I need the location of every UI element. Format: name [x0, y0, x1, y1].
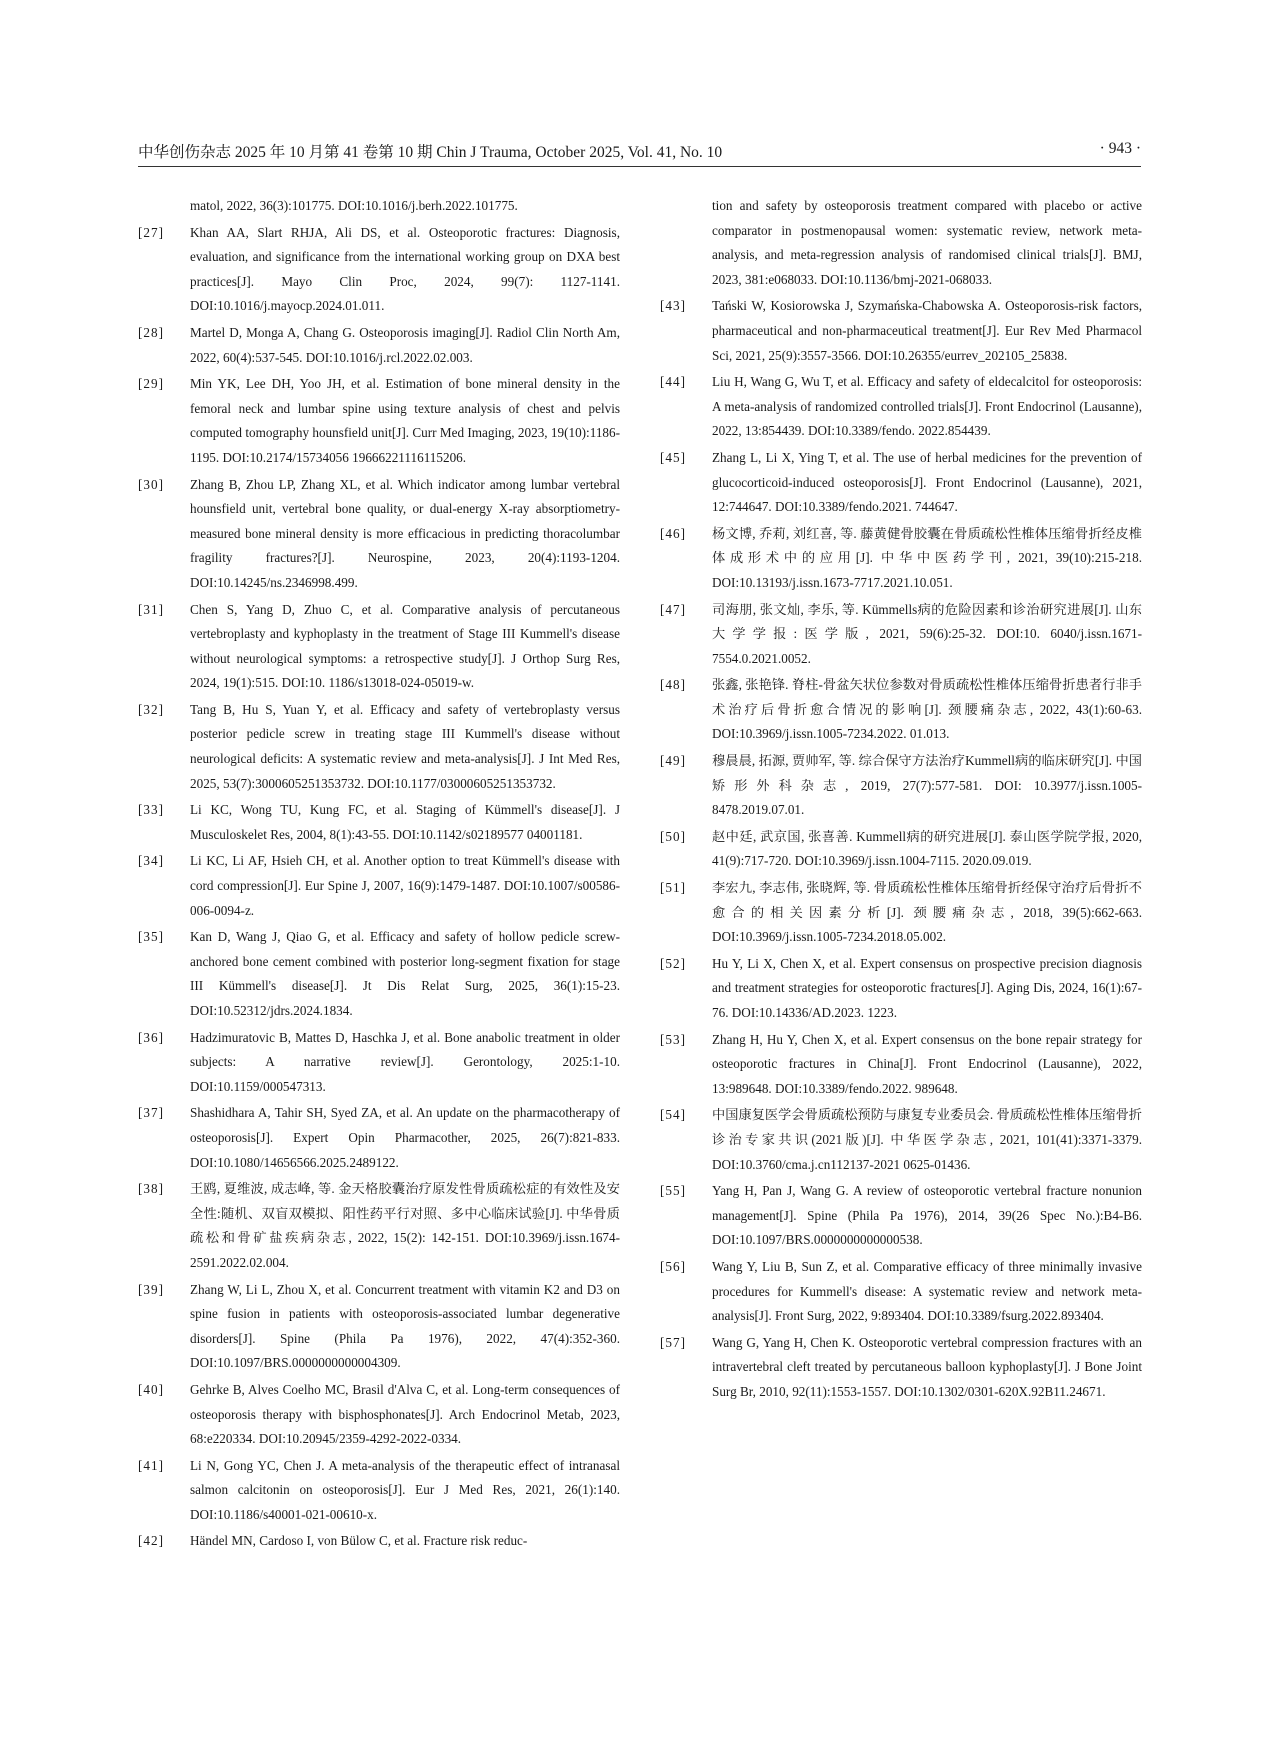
reference-text: 司海朋, 张文灿, 李乐, 等. Kümmells病的危险因素和诊治研究进展[J]. 山东大学学报:医学版, 2021, 59(6):25-32. DOI:10. 6040/j.issn.1671-7554.0.2021.0052.: [712, 601, 1142, 666]
reference-text: Martel D, Monga A, Chang G. Osteoporosis imaging[J]. Radiol Clin North Am, 2022, 60(4):537-545. DOI:10.1016/j.rcl.2022.02.003.: [190, 324, 620, 365]
reference-text: Zhang W, Li L, Zhou X, et al. Concurrent treatment with vitamin K2 and D3 on spine fusion in patients with osteoporosis-associated lumbar degenerative disorders[J]. Spine (Phila Pa 1976), 2022, 47(4):352-360. DOI:10.1097/BRS.0000000000004309.: [190, 1281, 620, 1371]
reference-text: 张鑫, 张艳锋. 脊柱-骨盆矢状位参数对骨质疏松性椎体压缩骨折患者行非手术治疗后骨折愈合情况的影响[J]. 颈腰痛杂志, 2022, 43(1):60-63. DOI:10.3969/j.issn.1005-7234.2022. 01.013.: [712, 677, 1142, 742]
reference-number: [35]: [138, 929, 164, 945]
reference-item: [660, 294, 1142, 368]
reference-text: Yang H, Pan J, Wang G. A review of osteoporotic vertebral fracture nonunion management[J]. Spine (Phila Pa 1976), 2014, 39(26 Spec No.):B4-B6. DOI:10.1097/BRS.0000000000000538.: [712, 1183, 1142, 1248]
reference-number: [41]: [138, 1457, 164, 1473]
reference-text: 穆晨晨, 拓源, 贾帅军, 等. 综合保守方法治疗Kummell病的临床研究[J]. 中国矫形外科杂志, 2019, 27(7):577-581. DOI: 10.3977/j.issn.1005-8478.2019.07.01.: [712, 753, 1142, 818]
reference-text: Li N, Gong YC, Chen J. A meta-analysis of the therapeutic effect of intranasal salmon calcitonin on osteoporosis[J]. Eur J Med Res, 2021, 26(1):140. DOI:10.1186/s40001-021-00610-x.: [190, 1457, 620, 1522]
reference-text: 王鸥, 夏维波, 成志峰, 等. 金天格胶囊治疗原发性骨质疏松症的有效性及安全性:随机、双盲双模拟、阳性药平行对照、多中心临床试验[J]. 中华骨质疏松和骨矿盐疾病杂志, 2022, 15(2): 142-151. DOI:10.3969/j.issn.1674-2591.2022.02.004.: [190, 1181, 620, 1270]
reference-text: Wang Y, Liu B, Sun Z, et al. Comparative efficacy of three minimally invasive procedures for Kummell's disease: A systematic review and network meta-analysis[J]. Front Surg, 2022, 9:893404. DOI:10.3389/fsurg.2022.893404.: [712, 1258, 1142, 1324]
reference-number: [55]: [660, 1183, 686, 1199]
reference-item: [660, 1179, 1142, 1253]
reference-number: [28]: [138, 324, 164, 340]
reference-item: [660, 370, 1142, 444]
reference-item: [138, 1026, 620, 1100]
reference-text: Zhang H, Hu Y, Chen X, et al. Expert consensus on the bone repair strategy for osteoporotic fractures in China[J]. Front Endocrinol (Lausanne), 2022, 13:989648. DOI:10.3389/fendo.2022. 989648.: [712, 1031, 1142, 1096]
reference-text: Li KC, Wong TU, Kung FC, et al. Staging of Kümmell's disease[J]. J Musculoskelet Res, 2004, 8(1):43-55. DOI:10.1142/s02189577 04001181.: [190, 802, 620, 842]
reference-text: Wang G, Yang H, Chen K. Osteoporotic vertebral compression fractures with an intravertebral cleft treated by percutaneous balloon kyphoplasty[J]. J Bone Joint Surg Br, 2010, 92(11):1553-1557. DOI:10.1302/0301-620X.92B11.24671.: [712, 1334, 1142, 1399]
reference-item: [660, 446, 1142, 520]
reference-item: [660, 952, 1142, 1026]
reference-item: [660, 1331, 1142, 1405]
reference-text: Chen S, Yang D, Zhuo C, et al. Comparative analysis of percutaneous vertebroplasty and kyphoplasty in the treatment of Stage III Kummell's disease without neurological symptoms: a retrospective study[J]. J Orthop Surg Res, 2024, 19(1):515. DOI:10. 1186/s13018-024-05019-w.: [190, 601, 620, 691]
journal-citation-header: 中华创伤杂志 2025 年 10 月第 41 卷第 10 期 Chin J Trauma, October 2025, Vol. 41, No. 10: [138, 144, 723, 161]
reference-number: [44]: [660, 374, 686, 390]
reference-number: [42]: [138, 1533, 164, 1549]
reference-text: Li KC, Li AF, Hsieh CH, et al. Another option to treat Kümmell's disease with cord compression[J]. Eur Spine J, 2007, 16(9):1479-1487. DOI:10.1007/s00586-006-0094-z.: [190, 853, 620, 918]
reference-number: [40]: [138, 1381, 164, 1397]
reference-item: [138, 1278, 620, 1376]
reference-text: 李宏九, 李志伟, 张晓辉, 等. 骨质疏松性椎体压缩骨折经保守治疗后骨折不愈合的相关因素分析[J]. 颈腰痛杂志, 2018, 39(5):662-663. DOI:10.3969/j.issn.1005-7234.2018.05.002.: [712, 880, 1142, 945]
reference-number: [32]: [138, 701, 164, 717]
reference-text: Kan D, Wang J, Qiao G, et al. Efficacy and safety of hollow pedicle screw-anchored bone cement combined with posterior long-segment fixation for stage III Kümmell's disease[J]. Jt Dis Relat Surg, 2025, 36(1):15-23. DOI:10.52312/jdrs.2024.1834.: [190, 929, 620, 1018]
reference-number: [36]: [138, 1029, 164, 1045]
reference-text: Händel MN, Cardoso I, von Bülow C, et al. Fracture risk reduc-: [190, 1533, 528, 1549]
reference-text: Gehrke B, Alves Coelho MC, Brasil d'Alva C, et al. Long-term consequences of osteoporosis therapy with bisphosphonates[J]. Arch Endocrinol Metab, 2023, 68:e220334. DOI:10.20945/2359-4292-2022-0334.: [190, 1381, 620, 1447]
reference-item: [138, 321, 620, 370]
reference-item: [138, 798, 620, 847]
reference-text: Liu H, Wang G, Wu T, et al. Efficacy and safety of eldecalcitol for osteoporosis: A meta-analysis of randomized controlled trials[J]. Front Endocrinol (Lausanne), 2022, 13:854439. DOI:10.3389/fendo. 2022.854439.: [712, 374, 1142, 439]
reference-column-left: [138, 194, 620, 1556]
reference-number: [33]: [138, 802, 164, 818]
reference-number: [56]: [660, 1258, 686, 1274]
reference-item: [138, 1378, 620, 1452]
reference-number: [27]: [138, 224, 164, 240]
reference-number: [43]: [660, 298, 686, 314]
reference-number: [37]: [138, 1105, 164, 1121]
reference-number: [31]: [138, 601, 164, 617]
reference-number: [39]: [138, 1281, 164, 1297]
reference-number: [53]: [660, 1031, 686, 1047]
reference-number: [34]: [138, 853, 164, 869]
reference-text: Zhang L, Li X, Ying T, et al. The use of herbal medicines for the prevention of glucocorticoid-induced osteoporosis[J]. Front Endocrinol (Lausanne), 2021, 12:744647. DOI:10.3389/fendo.2021. 744647.: [712, 449, 1142, 515]
reference-item: [660, 522, 1142, 596]
reference-text: Min YK, Lee DH, Yoo JH, et al. Estimation of bone mineral density in the femoral neck and lumbar spine using texture analysis of chest and pelvis computed tomography hounsfield unit[J]. Curr Med Imaging, 2023, 19(10):1186-1195. DOI:10.2174/15734056 19666221116115206.: [190, 376, 620, 465]
header-divider: [138, 166, 1141, 167]
reference-number: [46]: [660, 525, 686, 541]
reference-text: Shashidhara A, Tahir SH, Syed ZA, et al. An update on the pharmacotherapy of osteoporosis[J]. Expert Opin Pharmacother, 2025, 26(7):821-833. DOI:10.1080/14656566.2025.2489122.: [190, 1105, 620, 1170]
reference-text: Khan AA, Slart RHJA, Ali DS, et al. Osteoporotic fractures: Diagnosis, evaluation, and significance from the international working group on DXA best practices[J]. Mayo Clin Proc, 2024, 99(7): 1127-1141. DOI:10.1016/j.mayocp.2024.01.011.: [190, 224, 620, 314]
reference-number: [30]: [138, 476, 164, 492]
reference-column-right: [660, 194, 1142, 1407]
reference-item: [138, 473, 620, 596]
reference-item: [660, 1255, 1142, 1329]
reference-text: Zhang B, Zhou LP, Zhang XL, et al. Which indicator among lumbar vertebral hounsfield unit, vertebral bone quality, or dual-energy X-ray absorptiometry-measured bone mineral density is more efficacious in predicting thoracolumbar fragility fractures?[J]. Neurospine, 2023, 20(4):1193-1204. DOI:10.14245/ns.2346998.499.: [190, 476, 620, 590]
reference-item: [138, 925, 620, 1023]
reference-item: [138, 1529, 620, 1554]
reference-continuation: tion and safety by osteoporosis treatment compared with placebo or active comparator in postmenopausal women: systematic review, network meta-analysis, and meta-regression analysis of randomised clinical trials[J]. BMJ, 2023, 381:e068033. DOI:10.1136/bmj-2021-068033.: [712, 198, 1142, 287]
reference-number: [29]: [138, 376, 164, 392]
reference-item: [660, 673, 1142, 747]
reference-item: [660, 876, 1142, 950]
reference-number: [54]: [660, 1107, 686, 1123]
reference-number: [47]: [660, 601, 686, 617]
reference-item: [138, 1454, 620, 1528]
reference-item: [138, 1101, 620, 1175]
reference-text: Tang B, Hu S, Yuan Y, et al. Efficacy and safety of vertebroplasty versus posterior pedicle screw in treating stage III Kummell's disease without neurological deficits: A systematic review and meta-analysis[J]. J Int Med Res, 2025, 53(7):3000605251353732. DOI:10.1177/03000605251353732.: [190, 701, 620, 791]
reference-number: [52]: [660, 955, 686, 971]
reference-item: [138, 849, 620, 923]
reference-number: [49]: [660, 753, 686, 769]
reference-continuation: matol, 2022, 36(3):101775. DOI:10.1016/j.berh.2022.101775.: [190, 198, 518, 213]
reference-text: Hu Y, Li X, Chen X, et al. Expert consensus on prospective precision diagnosis and treatment strategies for osteoporotic fractures[J]. Aging Dis, 2024, 16(1):67-76. DOI:10.14336/AD.2023. 1223.: [712, 955, 1142, 1020]
reference-item: [138, 698, 620, 796]
reference-text: Hadzimuratovic B, Mattes D, Haschka J, et al. Bone anabolic treatment in older subjects: A narrative review[J]. Gerontology, 2025:1-10. DOI:10.1159/000547313.: [190, 1029, 620, 1094]
reference-number: [48]: [660, 677, 686, 693]
page-number: · 943 ·: [1099, 140, 1141, 157]
reference-number: [57]: [660, 1334, 686, 1350]
running-header: [138, 140, 1141, 168]
reference-item: [660, 825, 1142, 874]
reference-item: [660, 598, 1142, 672]
reference-number: [50]: [660, 828, 686, 844]
reference-text: Tański W, Kosiorowska J, Szymańska-Chabowska A. Osteoporosis-risk factors, pharmaceutical and non-pharmaceutical treatment[J]. Eur Rev Med Pharmacol Sci, 2021, 25(9):3557-3566. DOI:10.26355/eurrev_202105_25838.: [712, 298, 1142, 363]
reference-text: 赵中廷, 武京国, 张喜善. Kummell病的研究进展[J]. 泰山医学院学报, 2020, 41(9):717-720. DOI:10.3969/j.issn.1004-7115. 2020.09.019.: [712, 828, 1142, 869]
reference-number: [51]: [660, 880, 686, 896]
reference-item: [138, 221, 620, 319]
reference-item: [138, 598, 620, 696]
reference-number: [38]: [138, 1181, 164, 1197]
reference-item: [660, 1028, 1142, 1102]
reference-item: [660, 1103, 1142, 1177]
reference-item: [660, 749, 1142, 823]
reference-text: 杨文博, 乔莉, 刘红喜, 等. 藤黄健骨胶囊在骨质疏松性椎体压缩骨折经皮椎体成形术中的应用[J]. 中华中医药学刊, 2021, 39(10):215-218. DOI:10.13193/j.issn.1673-7717.2021.10.051.: [712, 525, 1142, 590]
reference-item: [138, 372, 620, 470]
reference-number: [45]: [660, 449, 686, 465]
reference-item: [138, 1177, 620, 1275]
reference-text: 中国康复医学会骨质疏松预防与康复专业委员会. 骨质疏松性椎体压缩骨折诊治专家共识(2021版)[J]. 中华医学杂志, 2021, 101(41):3371-3379. DOI:10.3760/cma.j.cn112137-2021 0625-01436.: [712, 1107, 1142, 1172]
